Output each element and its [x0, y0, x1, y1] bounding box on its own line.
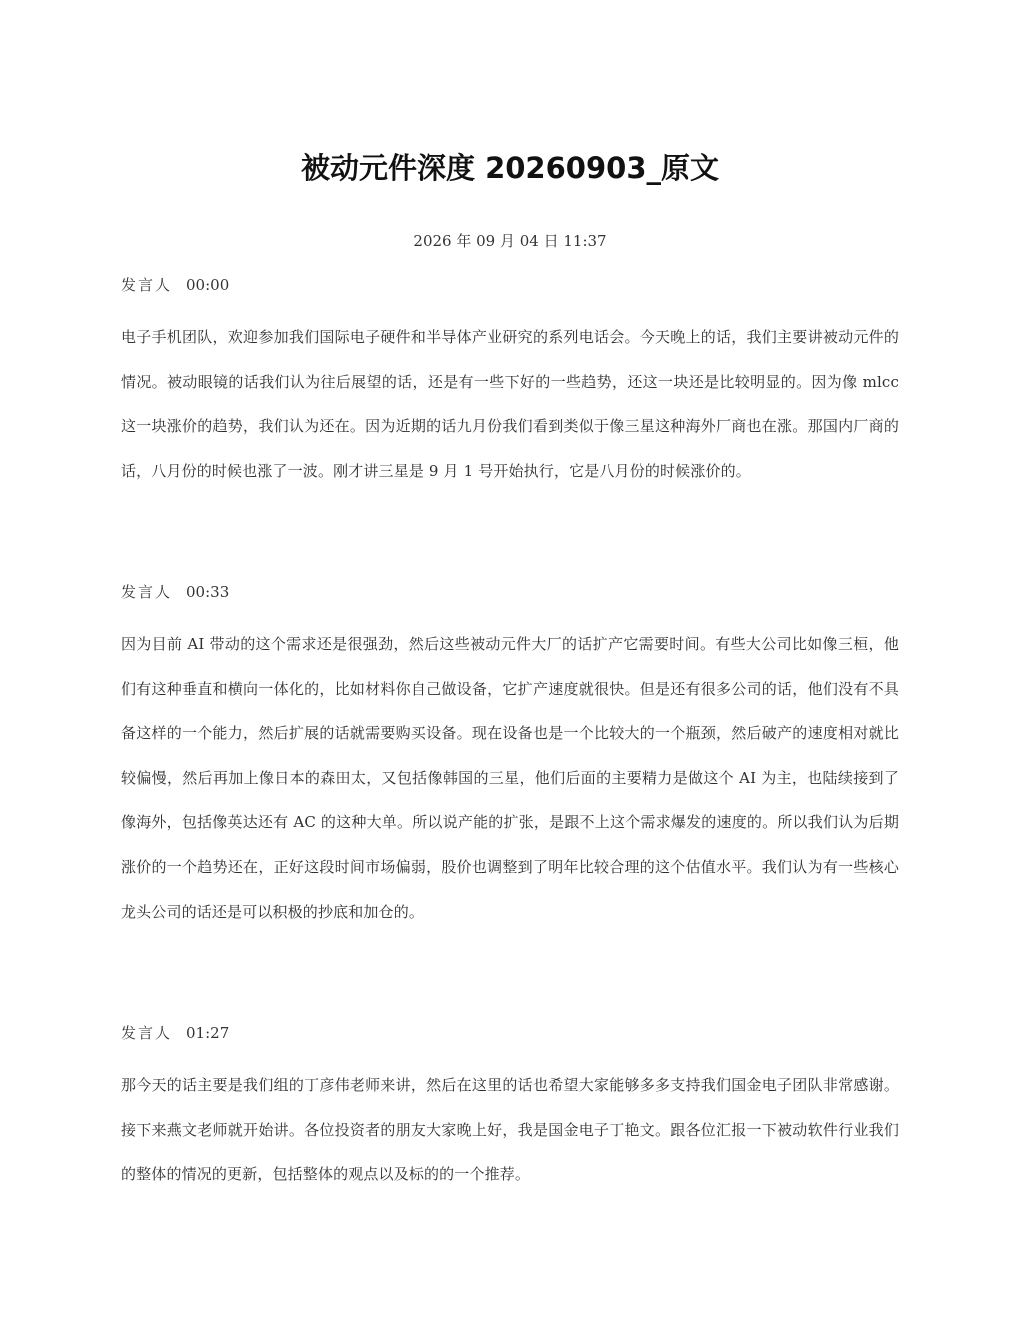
speaker-label: 发言人 — [121, 1024, 173, 1042]
document-date: 2026 年 09 月 04 日 11:37 — [413, 232, 607, 250]
transcript-segment — [121, 274, 899, 493]
segment-timestamp: 01:27 — [186, 1024, 230, 1042]
segment-timestamp: 00:33 — [186, 583, 230, 601]
segment-text: 因为目前 AI 带动的这个需求还是很强劲，然后这些被动元件大厂的话扩产它需要时间。有些大公司比如像三桓，他们有这种垂直和横向一体化的，比如材料你自己做设备，它扩产速度就很快。但是还有很多公司的话，他们没有不具备这样的一个能力，然后扩展的话就需要购买设备。现在设备也是一个比较大的一个瓶颈，然后破产的速度相对就比较偏慢，然后再加上像日本的森田太，又包括像韩国的三星，他们后面的主要精力是做这个 AI 为主，也陆续接到了像海外，包括像英达还有 AC 的这种大单。所以说产能的扩张，是跟不上这个需求爆发的速度的。所以我们认为后期涨价的一个趋势还在，正好这段时间市场偏弱，股价也调整到了明年比较合理的这个估值水平。我们认为有一些核心龙头公司的话还是可以积极的抄底和加仓的。 — [121, 635, 899, 921]
segment-timestamp: 00:00 — [186, 276, 230, 294]
segment-header — [121, 274, 899, 296]
speaker-label: 发言人 — [121, 583, 173, 601]
speaker-label: 发言人 — [121, 276, 173, 294]
transcript-segment — [121, 1022, 899, 1197]
segment-text: 那今天的话主要是我们组的丁彦伟老师来讲，然后在这里的话也希望大家能够多多支持我们国金电子团队非常感谢。接下来燕文老师就开始讲。各位投资者的朋友大家晚上好，我是国金电子丁艳文。跟各位汇报一下被动软件行业我们的整体的情况的更新，包括整体的观点以及标的的一个推荐。 — [121, 1076, 899, 1184]
segment-header — [121, 581, 899, 603]
segment-header — [121, 1022, 899, 1044]
transcript-segment — [121, 581, 899, 934]
document-title: 被动元件深度 20260903_原文 — [300, 151, 720, 185]
segment-text: 电子手机团队，欢迎参加我们国际电子硬件和半导体产业研究的系列电话会。今天晚上的话，我们主要讲被动元件的情况。被动眼镜的话我们认为往后展望的话，还是有一些下好的一些趋势，还这一块还是比较明显的。因为像 mlcc 这一块涨价的趋势，我们认为还在。因为近期的话九月份我们看到类似于像三星这种海外厂商也在涨。那国内厂商的话，八月份的时候也涨了一波。刚才讲三星是 9 月 1 号开始执行，它是八月份的时候涨价的。 — [121, 328, 899, 480]
